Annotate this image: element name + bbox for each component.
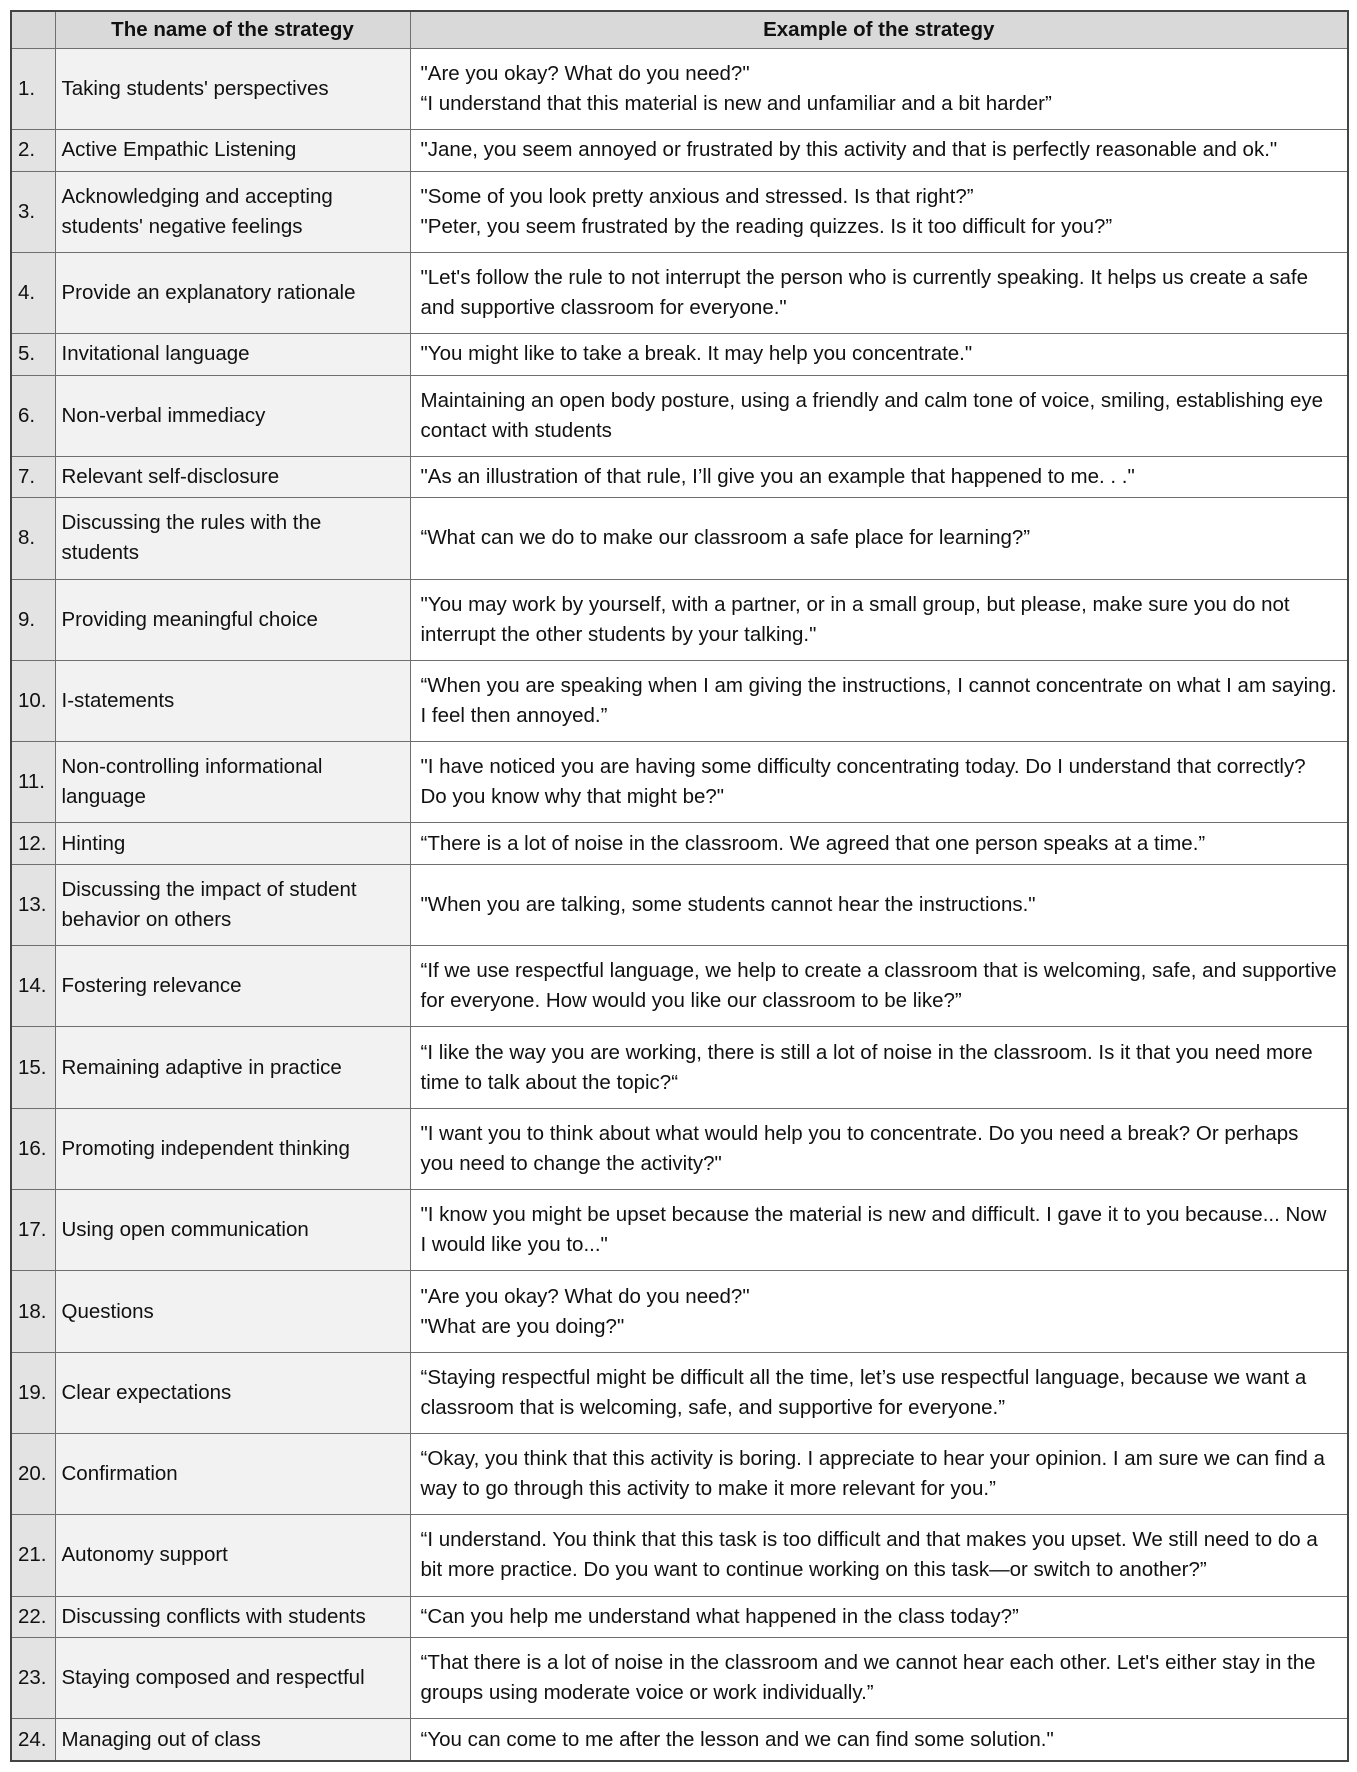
row-number: 24.: [11, 1719, 55, 1761]
row-number: 17.: [11, 1190, 55, 1271]
row-number: 9.: [11, 579, 55, 660]
row-number: 16.: [11, 1108, 55, 1189]
row-number: 3.: [11, 171, 55, 252]
strategy-name: Acknowledging and accepting students' negative feelings: [55, 171, 410, 252]
strategy-example: "Are you okay? What do you need?" "What are you doing?": [410, 1271, 1348, 1352]
strategy-name: Clear expectations: [55, 1352, 410, 1433]
strategy-name: Provide an explanatory rationale: [55, 252, 410, 333]
strategy-name: Relevant self-disclosure: [55, 456, 410, 497]
row-number: 14.: [11, 946, 55, 1027]
row-number: 21.: [11, 1515, 55, 1596]
strategy-example: “I understand. You think that this task is too difficult and that makes you upset. We still need to do a bit more practice. Do you want to continue working on this task—or switch to another?”: [410, 1515, 1348, 1596]
row-number: 13.: [11, 864, 55, 945]
strategy-name: Managing out of class: [55, 1719, 410, 1761]
table-row: [11, 864, 1348, 945]
strategy-table: [10, 10, 1349, 1762]
strategy-name: Active Empathic Listening: [55, 130, 410, 171]
strategy-table-container: [10, 10, 1347, 1762]
strategy-name: Non-verbal immediacy: [55, 375, 410, 456]
table-row: [11, 579, 1348, 660]
row-number: 8.: [11, 498, 55, 579]
strategy-name: Invitational language: [55, 334, 410, 375]
table-row: [11, 1027, 1348, 1108]
strategy-example: “I like the way you are working, there is still a lot of noise in the classroom. Is it that you need more time to talk about the topic?“: [410, 1027, 1348, 1108]
table-row: [11, 742, 1348, 823]
table-row: [11, 498, 1348, 579]
table-row: [11, 252, 1348, 333]
table-row: [11, 1271, 1348, 1352]
row-number: 11.: [11, 742, 55, 823]
header-strategy-example: Example of the strategy: [410, 11, 1348, 49]
row-number: 19.: [11, 1352, 55, 1433]
table-row: [11, 660, 1348, 741]
row-number: 1.: [11, 49, 55, 130]
table-row: [11, 171, 1348, 252]
strategy-name: Taking students' perspectives: [55, 49, 410, 130]
strategy-example: "Let's follow the rule to not interrupt the person who is currently speaking. It helps us create a safe and supportive classroom for everyone.": [410, 252, 1348, 333]
strategy-name: Providing meaningful choice: [55, 579, 410, 660]
strategy-example: "I want you to think about what would help you to concentrate. Do you need a break? Or perhaps you need to change the activity?": [410, 1108, 1348, 1189]
table-header-row: [11, 11, 1348, 49]
strategy-example: "Some of you look pretty anxious and stressed. Is that right?” "Peter, you seem frustrated by the reading quizzes. Is it too difficult for you?”: [410, 171, 1348, 252]
strategy-name: Hinting: [55, 823, 410, 864]
strategy-example: "I know you might be upset because the material is new and difficult. I gave it to you because... Now I would like you to...": [410, 1190, 1348, 1271]
table-row: [11, 1637, 1348, 1718]
row-number: 5.: [11, 334, 55, 375]
strategy-example: “That there is a lot of noise in the classroom and we cannot hear each other. Let's either stay in the groups using moderate voice or work individually.”: [410, 1637, 1348, 1718]
strategy-name: Using open communication: [55, 1190, 410, 1271]
table-row: [11, 946, 1348, 1027]
strategy-example: "When you are talking, some students cannot hear the instructions.": [410, 864, 1348, 945]
table-row: [11, 1352, 1348, 1433]
strategy-example: “You can come to me after the lesson and we can find some solution.": [410, 1719, 1348, 1761]
table-body: [11, 49, 1348, 1762]
strategy-example: “Staying respectful might be difficult all the time, let’s use respectful language, because we want a classroom that is welcoming, safe, and supportive for everyone.”: [410, 1352, 1348, 1433]
strategy-name: I-statements: [55, 660, 410, 741]
strategy-name: Discussing the impact of student behavior on others: [55, 864, 410, 945]
header-strategy-name: The name of the strategy: [55, 11, 410, 49]
table-row: [11, 375, 1348, 456]
strategy-example: “When you are speaking when I am giving the instructions, I cannot concentrate on what I am saying. I feel then annoyed.”: [410, 660, 1348, 741]
table-row: [11, 334, 1348, 375]
strategy-example: "Are you okay? What do you need?" “I understand that this material is new and unfamiliar and a bit harder”: [410, 49, 1348, 130]
strategy-name: Non-controlling informational language: [55, 742, 410, 823]
strategy-name: Discussing conflicts with students: [55, 1596, 410, 1637]
table-row: [11, 49, 1348, 130]
row-number: 23.: [11, 1637, 55, 1718]
strategy-example: "You might like to take a break. It may help you concentrate.": [410, 334, 1348, 375]
row-number: 7.: [11, 456, 55, 497]
table-row: [11, 1719, 1348, 1761]
row-number: 4.: [11, 252, 55, 333]
strategy-example: "Jane, you seem annoyed or frustrated by this activity and that is perfectly reasonable and ok.": [410, 130, 1348, 171]
strategy-name: Fostering relevance: [55, 946, 410, 1027]
strategy-example: "I have noticed you are having some difficulty concentrating today. Do I understand that correctly? Do you know why that might be?": [410, 742, 1348, 823]
row-number: 2.: [11, 130, 55, 171]
strategy-example: “If we use respectful language, we help to create a classroom that is welcoming, safe, and supportive for everyone. How would you like our classroom to be like?”: [410, 946, 1348, 1027]
strategy-name: Questions: [55, 1271, 410, 1352]
strategy-name: Discussing the rules with the students: [55, 498, 410, 579]
table-row: [11, 1596, 1348, 1637]
strategy-example: “There is a lot of noise in the classroom. We agreed that one person speaks at a time.”: [410, 823, 1348, 864]
strategy-name: Staying composed and respectful: [55, 1637, 410, 1718]
strategy-name: Remaining adaptive in practice: [55, 1027, 410, 1108]
row-number: 18.: [11, 1271, 55, 1352]
row-number: 12.: [11, 823, 55, 864]
table-row: [11, 823, 1348, 864]
strategy-example: “Okay, you think that this activity is boring. I appreciate to hear your opinion. I am sure we can find a way to go through this activity to make it more relevant for you.”: [410, 1434, 1348, 1515]
strategy-name: Confirmation: [55, 1434, 410, 1515]
table-row: [11, 1190, 1348, 1271]
row-number: 20.: [11, 1434, 55, 1515]
strategy-example: "You may work by yourself, with a partner, or in a small group, but please, make sure you do not interrupt the other students by your talking.": [410, 579, 1348, 660]
row-number: 10.: [11, 660, 55, 741]
row-number: 15.: [11, 1027, 55, 1108]
table-row: [11, 456, 1348, 497]
strategy-example: “Can you help me understand what happened in the class today?”: [410, 1596, 1348, 1637]
strategy-name: Promoting independent thinking: [55, 1108, 410, 1189]
table-row: [11, 1108, 1348, 1189]
row-number: 22.: [11, 1596, 55, 1637]
strategy-example: Maintaining an open body posture, using a friendly and calm tone of voice, smiling, establishing eye contact with students: [410, 375, 1348, 456]
header-number: [11, 11, 55, 49]
table-row: [11, 130, 1348, 171]
strategy-example: "As an illustration of that rule, I’ll give you an example that happened to me. . .": [410, 456, 1348, 497]
row-number: 6.: [11, 375, 55, 456]
table-row: [11, 1515, 1348, 1596]
strategy-example: “What can we do to make our classroom a safe place for learning?”: [410, 498, 1348, 579]
table-row: [11, 1434, 1348, 1515]
strategy-name: Autonomy support: [55, 1515, 410, 1596]
